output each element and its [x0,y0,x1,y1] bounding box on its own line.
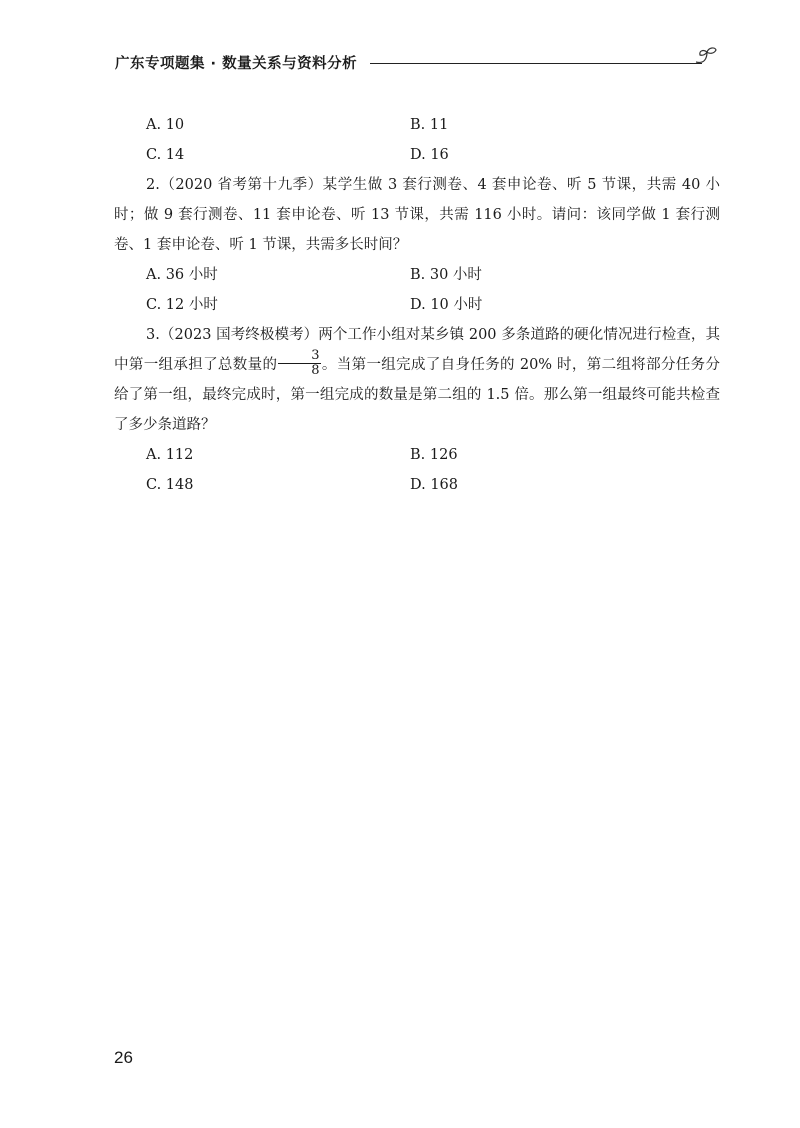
q1-options-row-1 [114,110,720,140]
page-number: 26 [114,1048,133,1067]
sprout-icon [690,40,722,72]
q1-option-c: C. 14 [146,147,185,163]
q2-option-a: A. 36 小时 [146,267,218,283]
q2-option-b: B. 30 小时 [410,267,482,283]
question-3-text-after: 。当第一组完成了自身任务的 20% 时，第二组将部分任务分给了第一组，最终完成时，第一组完成的数量是第二组的 1.5 倍。那么第一组最终可能共检查了多少条道路？ [114,357,720,433]
q1-option-d: D. 16 [410,147,449,163]
q1-option-b: B. 11 [410,117,449,133]
header-title: 广东专项题集 · 数量关系与资料分析 [115,56,358,72]
q3-option-d: D. 168 [410,477,459,493]
q1-option-a: A. 10 [146,117,185,133]
fraction [278,349,320,378]
q2-option-d: D. 10 小时 [410,297,483,313]
question-3-text [114,320,720,440]
question-3-text-before: 3.（2023 国考终极模考）两个工作小组对某乡镇 200 多条道路的硬化情况进行检查，其中第一组承担了总数量的 [114,327,720,373]
q1-options-row-2 [114,140,720,170]
fraction-denominator: 8 [311,362,320,378]
running-header [115,50,720,80]
q2-option-c: C. 12 小时 [146,297,218,313]
q3-options-row-2 [114,470,720,500]
header-rule [370,63,702,64]
question-2-text: 2.（2020 省考第十九季）某学生做 3 套行测卷、4 套申论卷、听 5 节课，共需 40 小时；做 9 套行测卷、11 套申论卷、听 13 节课，共需 116 小时。请问：该同学做 1 套行测卷、1 套申论卷、听 1 节课，共需多长时间？ [114,177,720,253]
page-content [114,110,720,500]
q3-option-a: A. 112 [146,447,194,463]
q3-option-b: B. 126 [410,447,458,463]
q3-options-row-1 [114,440,720,470]
q3-option-c: C. 148 [146,477,194,493]
q2-options-row-2 [114,290,720,320]
q2-options-row-1 [114,260,720,290]
fraction-numerator: 3 [278,349,320,364]
